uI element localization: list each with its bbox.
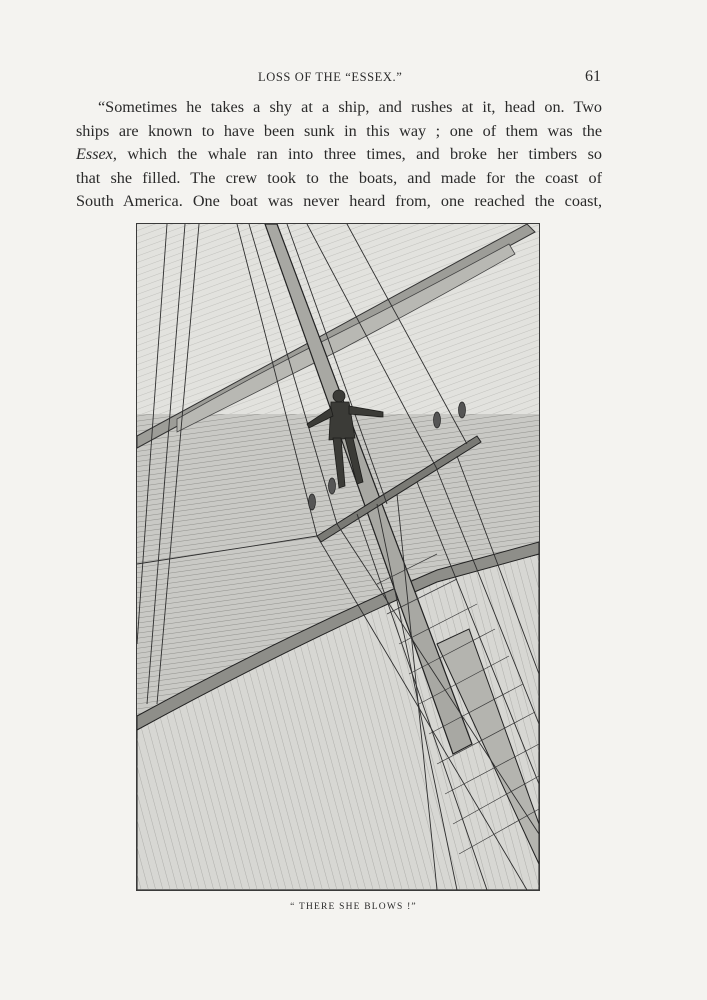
text-line: ships are known to have been sunk in this way ; one of them was the [76,121,602,140]
text-line: South America. One boat was never heard from, one reached the coast, [76,192,602,210]
running-head [0,68,707,92]
page-number: 61 [585,68,601,85]
italic-ship-name: Essex [76,145,113,163]
ship-mast-engraving [137,224,539,890]
running-title: LOSS OF THE “ESSEX.” [258,70,403,84]
figure-caption: “ THERE SHE BLOWS !” [290,902,417,912]
text-line-with-italic [76,143,602,167]
text-line: “Sometimes he takes a shy at a ship, and rushes at it, head on. Two [98,98,602,116]
text-line-rest: , which the whale ran into three times, and broke her timbers so [112,145,602,163]
body-paragraph [76,96,602,214]
text-line: that she filled. The crew took to the boats, and made for the coast of [76,168,602,187]
engraving-illustration [136,223,540,891]
